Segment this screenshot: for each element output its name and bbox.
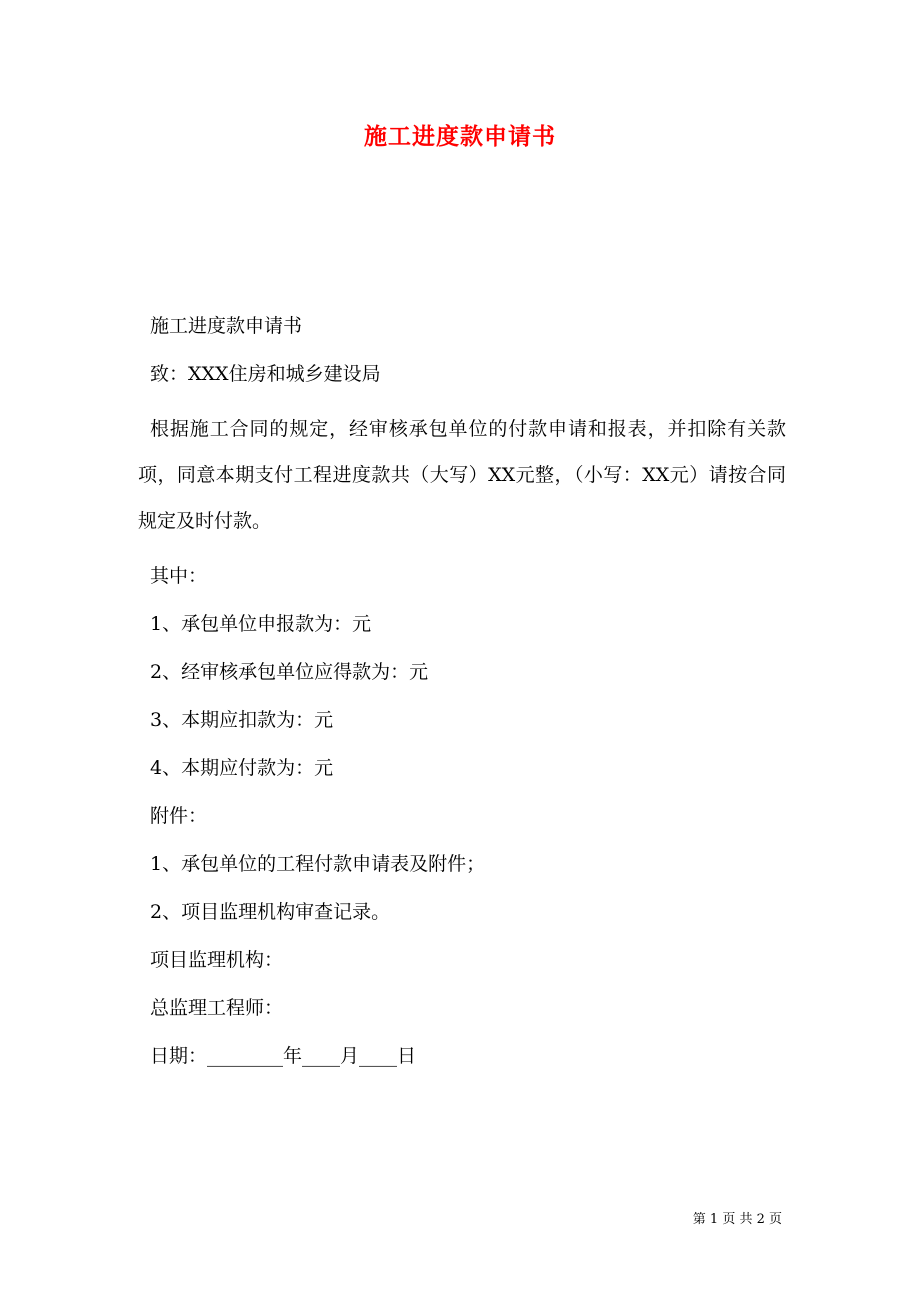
item-2: 2、经审核承包单位应得款为：元 [150, 661, 429, 683]
date-line: 日期：________年____月____日 [150, 1045, 417, 1067]
item-4: 4、本期应付款为：元 [150, 757, 334, 779]
attachment-2: 2、项目监理机构审查记录。 [150, 901, 391, 923]
addressee-line: 致：XXX住房和城乡建设局 [150, 363, 381, 385]
main-paragraph [138, 406, 786, 544]
attachments-label: 附件： [150, 805, 208, 827]
chief-engineer-line: 总监理工程师： [150, 997, 284, 1019]
body-heading: 施工进度款申请书 [150, 315, 303, 337]
document-body [138, 310, 786, 1088]
item-3: 3、本期应扣款为：元 [150, 709, 334, 731]
main-paragraph-text: 根据施工合同的规定，经审核承包单位的付款申请和报表，并扣除有关款项，同意本期支付工程进度款共（大写）XX元整，（小写：XX元）请按合同规定及时付款。 [138, 418, 786, 532]
item-1: 1、承包单位申报款为：元 [150, 613, 372, 635]
supervisor-org-line: 项目监理机构： [150, 949, 284, 971]
page-indicator: 第 1 页 共 2 页 [692, 1212, 782, 1227]
attachment-1: 1、承包单位的工程付款申请表及附件； [150, 853, 486, 875]
document-title: 施工进度款申请书 [364, 123, 556, 150]
among-label: 其中： [150, 565, 208, 587]
